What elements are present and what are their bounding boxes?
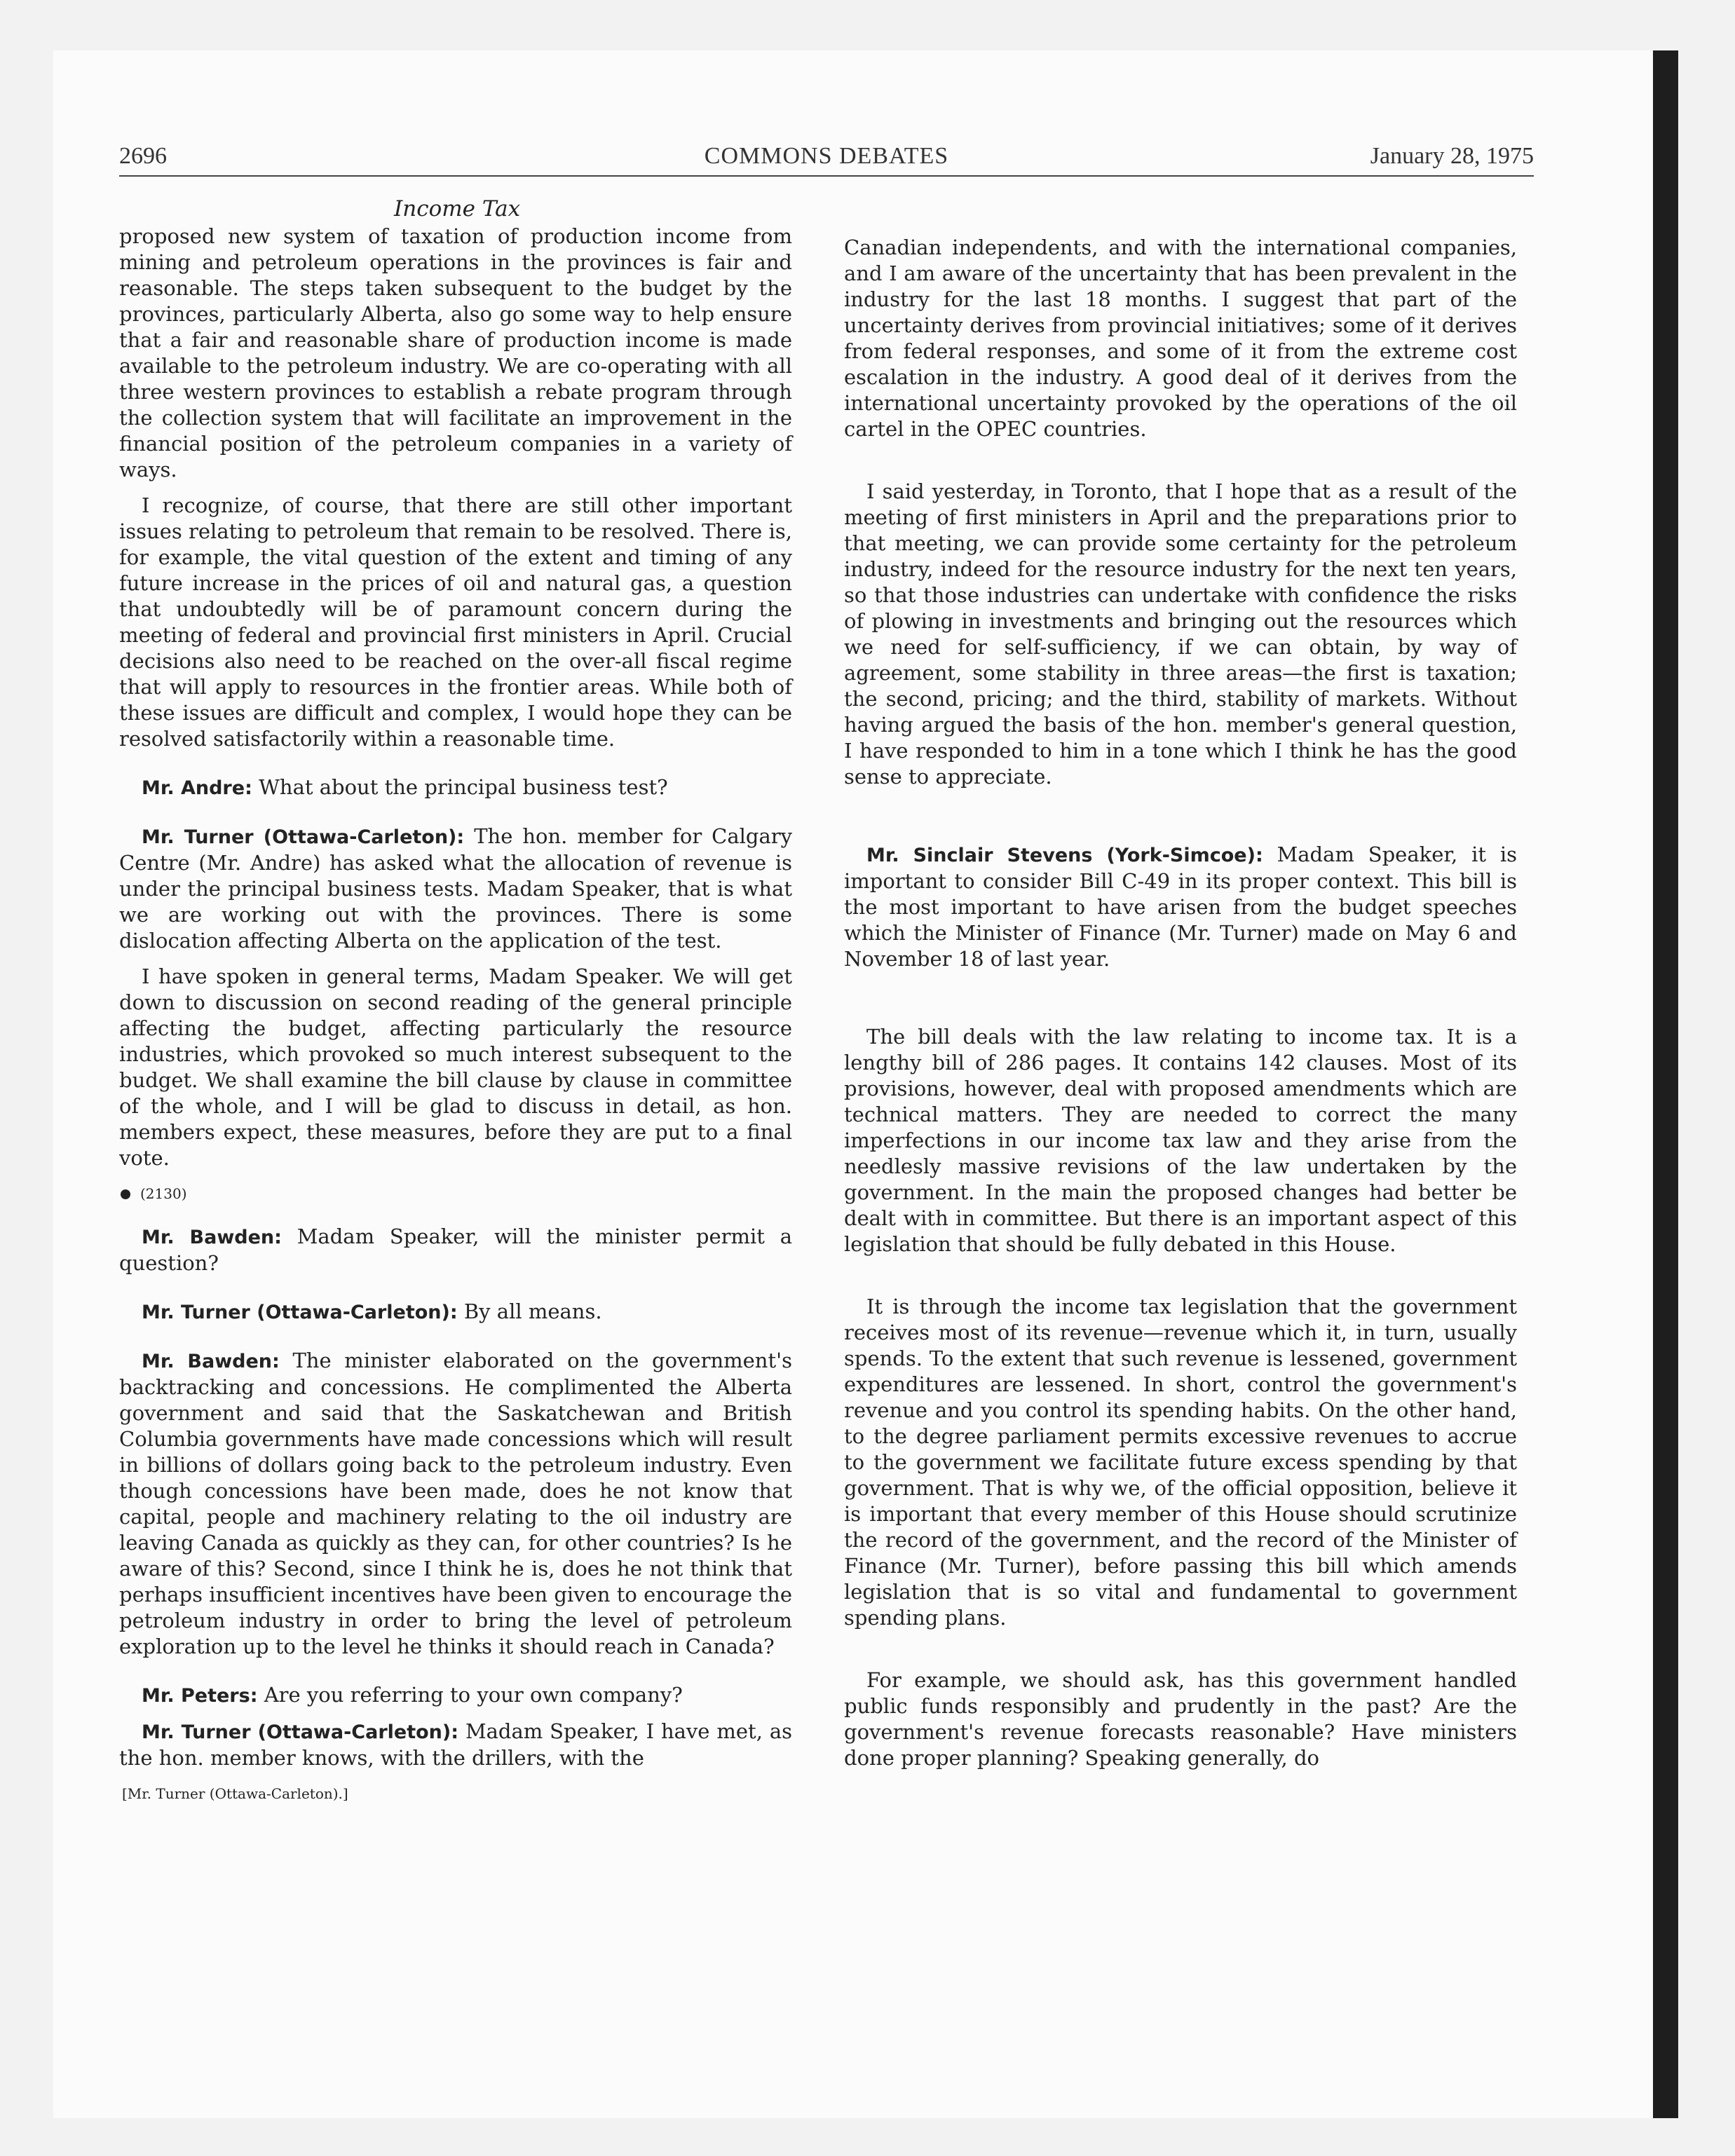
right-column bbox=[844, 235, 1517, 1781]
time-marker-text: (2130) bbox=[140, 1185, 187, 1202]
speech bbox=[119, 775, 792, 801]
speaker-name: Mr. Andre: bbox=[142, 777, 252, 799]
speaker-footnote: [Mr. Turner (Ottawa-Carleton).] bbox=[122, 1785, 348, 1802]
scan-edge bbox=[1653, 50, 1678, 2118]
speech-text: Madam Speaker, it is important to consider Bill C-49 in its proper context. This bill is the most important to have arisen from the budget speeches which the Minister of Finance (Mr. Turner) made on May 6 and November 18 of last year. bbox=[844, 842, 1517, 971]
speech-text: What about the principal business test? bbox=[259, 775, 668, 799]
speaker-name: Mr. Peters: bbox=[142, 1685, 258, 1707]
paragraph: It is through the income tax legislation that the government receives most of its revenue—revenue which it, in turn, usually spends. To the extent that such revenue is lessened, government expenditures are lessened. In short, control the government's revenue and you control its spending habits. On the other hand, to the degree parliament permits excessive revenues to accrue to the government we facilitate future excess spending by that government. That is why we, of the official opposition, believe it is important that every member of this House should scrutinize the record of the government, and the record of the Minister of Finance (Mr. Turner), before passing this bill which amends legislation that is so vital and fundamental to government spending plans. bbox=[844, 1295, 1517, 1630]
speech-text: The minister elaborated on the government's backtracking and concessions. He complimented the Alberta government and said that the Saskatchewan and British Columbia governments have made concessions which will result in billions of dollars going back to the petroleum industry. Even though concessions have been made, does he not know that capital, people and machinery relating to the oil industry are leaving Canada as quickly as they can, for other countries? Is he aware of this? Second, since I think he is, does he not think that perhaps insufficient incentives have been given to encourage the petroleum industry in order to bring the level of petroleum exploration up to the level he thinks it should reach in Canada? bbox=[119, 1349, 792, 1658]
speech-text: Madam Speaker, I have met, as the hon. member knows, with the drillers, with the bbox=[119, 1719, 792, 1770]
speech bbox=[119, 1299, 792, 1325]
paragraph: proposed new system of taxation of production income from mining and petroleum operations in the provinces is fair and reasonable. The steps taken subsequent to the budget by the provinces, particularly Alberta, also go some way to help ensure that a fair and reasonable share of production income is made available to the petroleum industry. We are co-operating with all three western provinces to establish a rebate program through the collection system that will facilitate an improvement in the financial position of the petroleum companies in a variety of ways. bbox=[119, 224, 792, 482]
paragraph: I said yesterday, in Toronto, that I hope that as a result of the meeting of first ministers in April and the preparations prior to that meeting, we can provide some certainty for the petroleum industry, indeed for the resource industry for the next ten years, so that those industries can undertake with confidence the risks of plowing in investments and bringing out the resources which we need for self-sufficiency, if we can obtain, by way of agreement, some stability in three areas—the first is taxation; the second, pricing; and the third, stability of markets. Without having argued the basis of the hon. member's general question, I have responded to him in a tone which I think he has the good sense to appreciate. bbox=[844, 479, 1517, 789]
speech-text: Madam Speaker, will the minister permit a question? bbox=[119, 1224, 792, 1275]
speaker-name: Mr. Turner (Ottawa-Carleton): bbox=[142, 826, 465, 848]
speech bbox=[119, 1682, 792, 1709]
running-head: Income Tax bbox=[394, 196, 521, 221]
page-date: January 28, 1975 bbox=[1370, 143, 1534, 169]
speaker-name: Mr. Sinclair Stevens (York-Simcoe): bbox=[866, 845, 1263, 866]
paragraph: I recognize, of course, that there are still other important issues relating to petroleum that remain to be resolved. There is, for example, the vital question of the extent and timing of any future increase in the prices of oil and natural gas, a question that undoubtedly will be of paramount concern during the meeting of federal and provincial first ministers in April. Crucial decisions also need to be reached on the over-all fiscal regime that will apply to resources in the frontier areas. While both of these issues are difficult and complex, I would hope they can be resolved satisfactorily within a reasonable time. bbox=[119, 493, 792, 751]
paragraph: Canadian independents, and with the international companies, and I am aware of the uncertainty that has been prevalent in the industry for the last 18 months. I suggest that part of the uncertainty derives from provincial initiatives; some of it derives from federal responses, and some of it from the extreme cost escalation in the industry. A good deal of it derives from the international uncertainty provoked by the operations of the oil cartel in the OPEC countries. bbox=[844, 236, 1517, 441]
speaker-name: Mr. Bawden: bbox=[142, 1227, 282, 1248]
speech-text: The hon. member for Calgary Centre (Mr. Andre) has asked what the allocation of revenue is under the principal business tests. Madam Speaker, that is what we are working out with the provinces. There is some dislocation affecting Alberta on the application of the test. bbox=[119, 824, 793, 953]
speech bbox=[119, 1719, 792, 1771]
speaker-name: Mr. Turner (Ottawa-Carleton): bbox=[142, 1302, 458, 1323]
speech-text: Are you referring to your own company? bbox=[264, 1683, 683, 1707]
speech bbox=[119, 1224, 792, 1276]
page-header bbox=[119, 140, 1534, 177]
speech bbox=[119, 1348, 792, 1660]
time-marker bbox=[119, 1181, 792, 1207]
speech-text: By all means. bbox=[463, 1299, 602, 1323]
speaker-name: Mr. Bawden: bbox=[142, 1351, 280, 1372]
speech bbox=[844, 842, 1517, 972]
speaker-name: Mr. Turner (Ottawa-Carleton): bbox=[142, 1721, 459, 1743]
speech bbox=[119, 824, 792, 954]
publication-title: COMMONS DEBATES bbox=[704, 143, 949, 169]
paragraph: For example, we should ask, has this government handled public funds responsibly and prudently in the past? Are the government's revenue forecasts reasonable? Have ministers done proper planning? Speaking generally, do bbox=[844, 1668, 1517, 1770]
paragraph: The bill deals with the law relating to income tax. It is a lengthy bill of 286 pages. It contains 142 clauses. Most of its provisions, however, deal with proposed amendments which are technical matters. They are needed to correct the many imperfections in our income tax law and they arise from the needlesly massive revisions of the law undertaken by the government. In the main the proposed changes had better be dealt with in committee. But there is an important aspect of this legislation that should be fully debated in this House. bbox=[844, 1025, 1517, 1256]
bullet-icon bbox=[121, 1189, 130, 1199]
page-number: 2696 bbox=[119, 143, 167, 169]
paragraph: I have spoken in general terms, Madam Speaker. We will get down to discussion on second reading of the general principle affecting the budget, affecting particularly the resource industries, which provoked so much interest subsequent to the budget. We shall examine the bill clause by clause in committee of the whole, and I will be glad to discuss in detail, as hon. members expect, these measures, before they are put to a final vote. bbox=[119, 964, 792, 1170]
left-column bbox=[119, 196, 792, 1807]
